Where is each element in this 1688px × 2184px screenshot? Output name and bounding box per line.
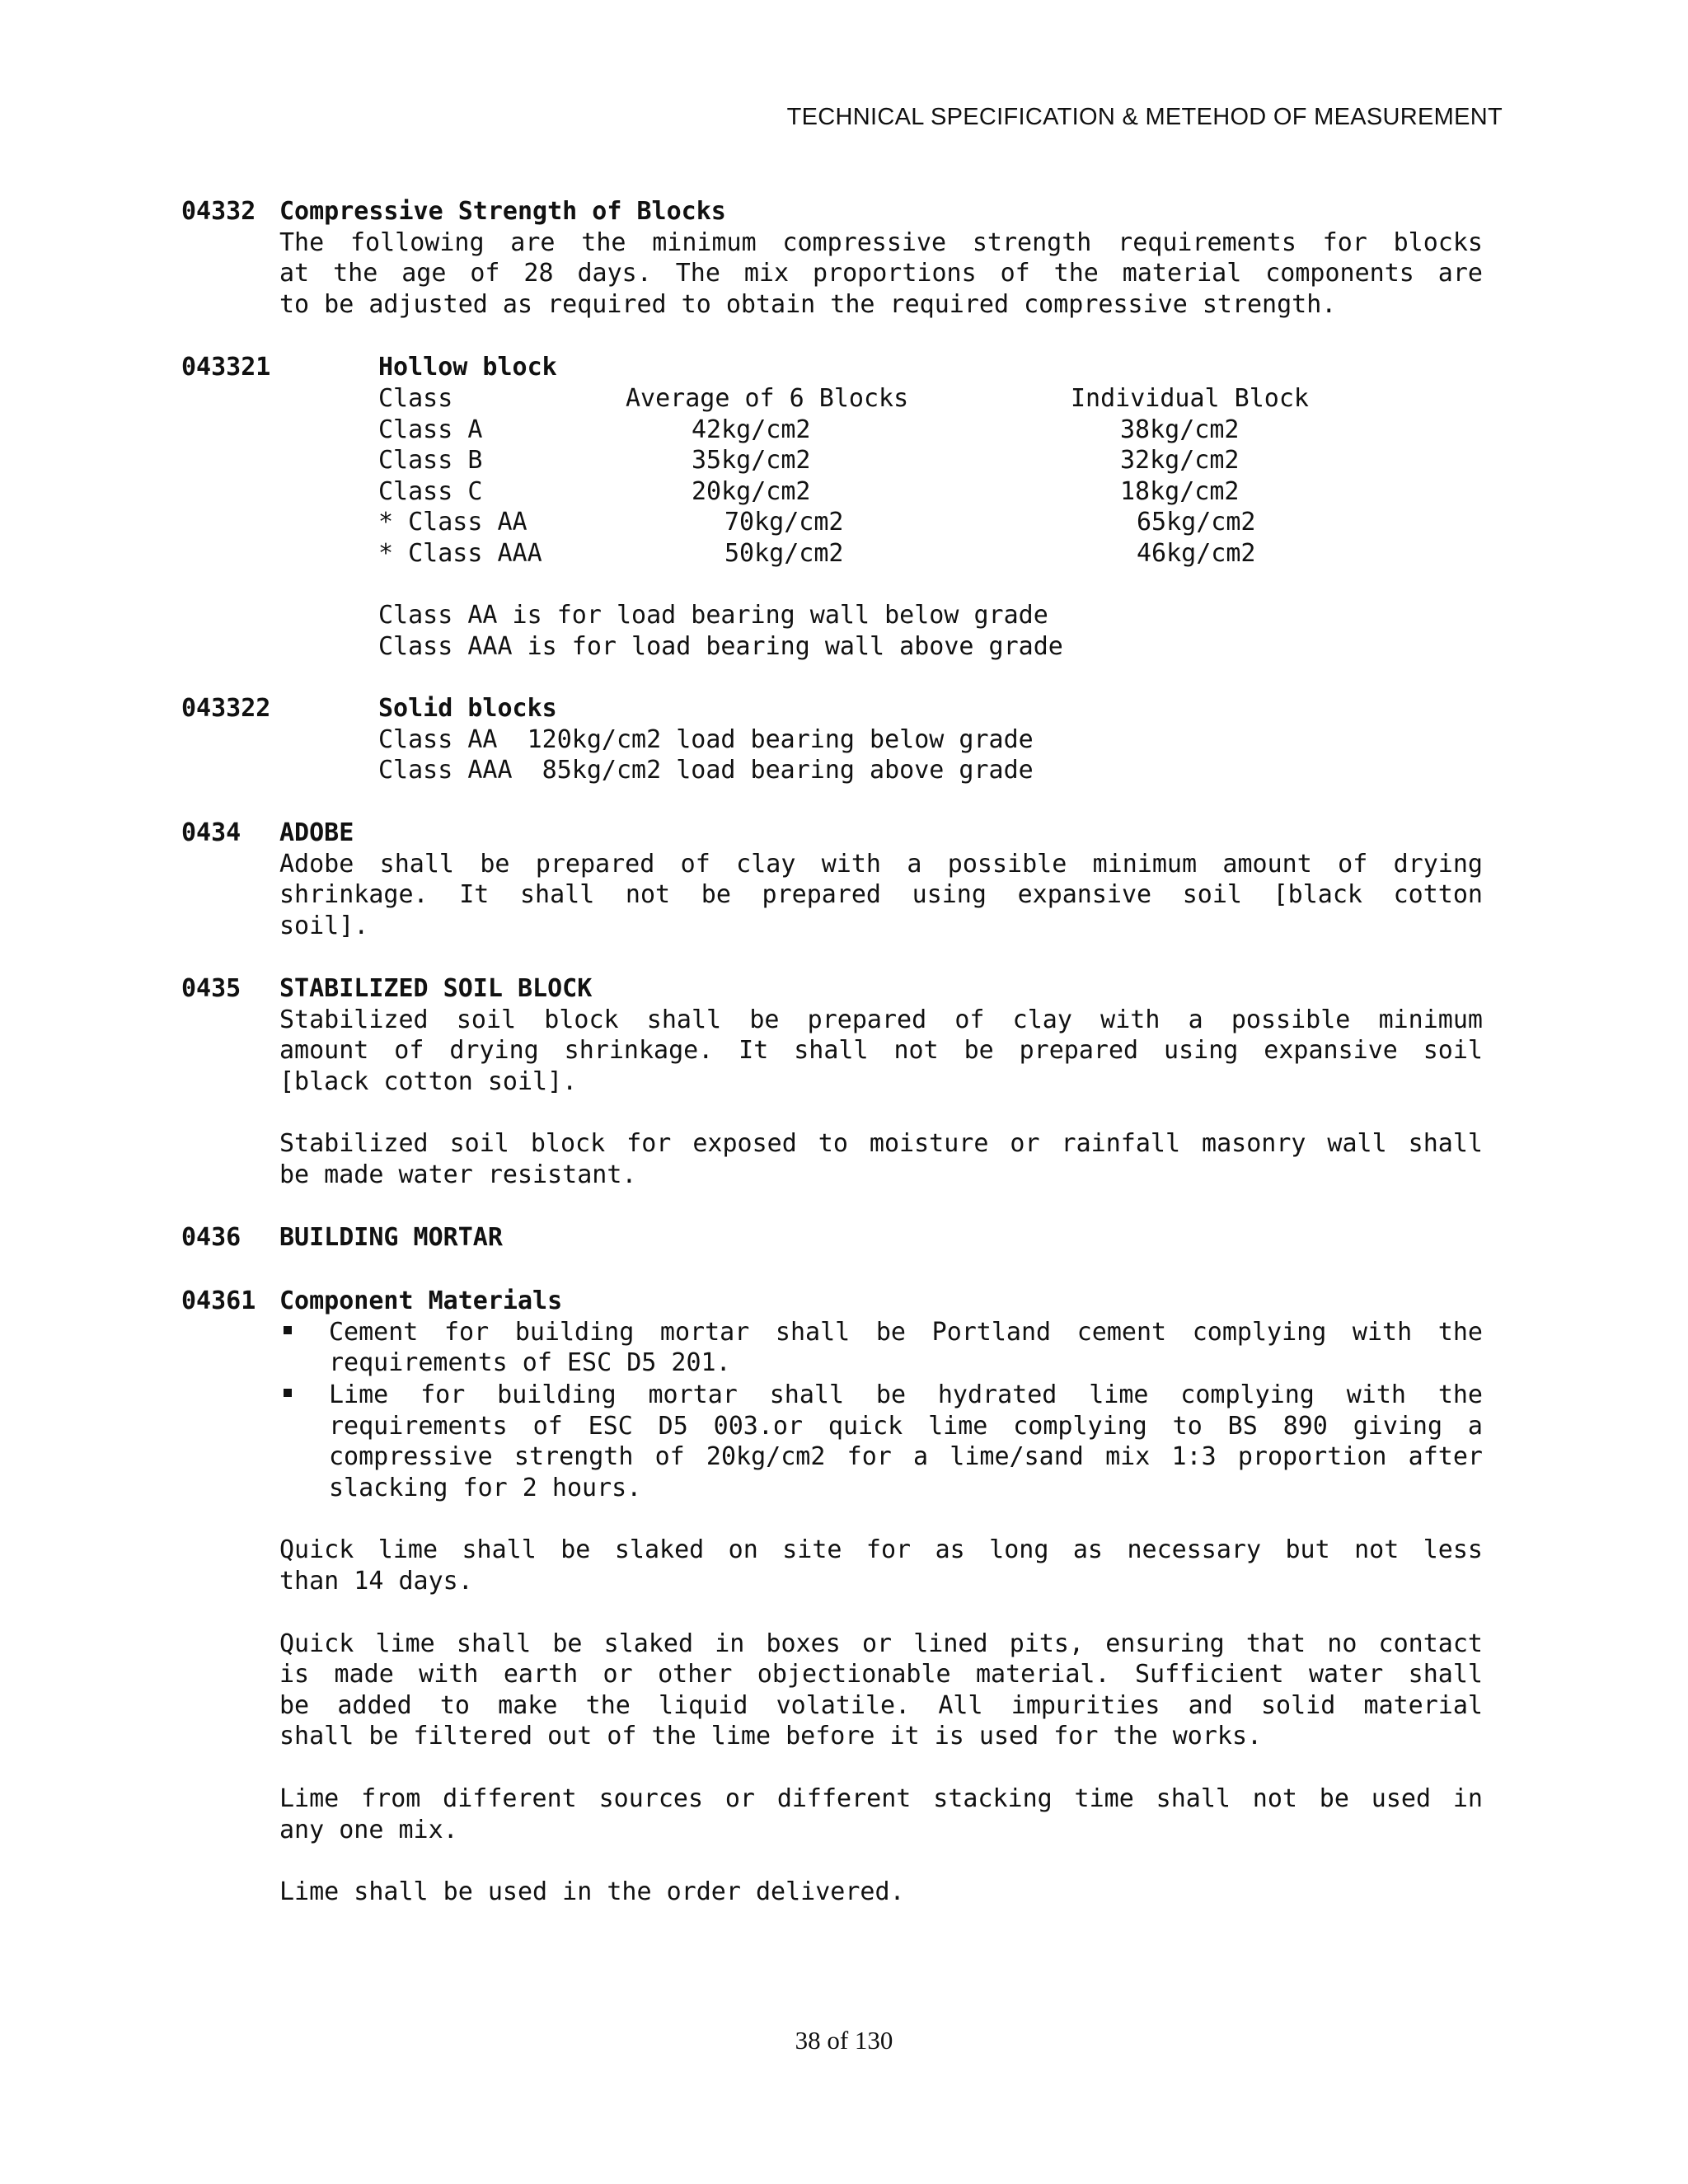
paragraph-line: than 14 days. [279, 1567, 473, 1596]
paragraph-line: Quick lime shall be slaked on site for as long as necessary but not less [279, 1535, 1483, 1564]
section-number: 0436 [181, 1223, 241, 1252]
table-header-individual: Individual Block [1071, 384, 1309, 413]
note-line: Class AA is for load bearing wall below grade [378, 601, 1048, 630]
paragraph-line: soil]. [279, 912, 369, 940]
paragraph-line: Stabilized soil block for exposed to moisture or rainfall masonry wall shall [279, 1129, 1483, 1158]
section-number: 0435 [181, 974, 241, 1003]
table-cell: * Class AA [378, 508, 528, 537]
bullet-line: requirements of ESC D5 003.or quick lime complying to BS 890 giving a [329, 1412, 1483, 1441]
paragraph-line: Lime from different sources or different stacking time shall not be used in [279, 1784, 1483, 1813]
paragraph-line: The following are the minimum compressive strength requirements for blocks [279, 228, 1483, 257]
table-cell: 38kg/cm2 [1120, 415, 1240, 444]
section-title: STABILIZED SOIL BLOCK [279, 974, 593, 1003]
paragraph-line: Adobe shall be prepared of clay with a possible minimum amount of drying [279, 850, 1483, 879]
paragraph-line: be added to make the liquid volatile. All impurities and solid material [279, 1691, 1483, 1720]
table-cell: Class A [378, 415, 483, 444]
paragraph-line: shrinkage. It shall not be prepared using expansive soil [black cotton [279, 880, 1483, 909]
section-number: 043321 [181, 353, 271, 382]
paragraph-line: Quick lime shall be slaked in boxes or lined pits, ensuring that no contact [279, 1629, 1483, 1658]
section-title: Component Materials [279, 1286, 563, 1315]
section-number: 043322 [181, 694, 271, 723]
paragraph-line: any one mix. [279, 1816, 458, 1844]
table-header-average: Average of 6 Blocks [626, 384, 909, 413]
bullet-line: Lime for building mortar shall be hydrated lime complying with the [329, 1380, 1483, 1409]
paragraph-line: amount of drying shrinkage. It shall not be prepared using expansive soil [279, 1036, 1483, 1065]
table-cell: Class B [378, 446, 483, 475]
table-header-class: Class [378, 384, 453, 413]
paragraph-line: Stabilized soil block shall be prepared of clay with a possible minimum [279, 1005, 1483, 1034]
section-title: BUILDING MORTAR [279, 1223, 503, 1252]
page-header: TECHNICAL SPECIFICATION & METEHOD OF MEASUREMENT [786, 104, 1503, 130]
paragraph-line: Class AAA 85kg/cm2 load bearing above grade [378, 756, 1034, 785]
paragraph-line: Class AA 120kg/cm2 load bearing below grade [378, 725, 1034, 754]
paragraph-line: be made water resistant. [279, 1160, 637, 1189]
table-cell: 18kg/cm2 [1120, 477, 1240, 506]
bullet-line: slacking for 2 hours. [329, 1474, 642, 1502]
section-title: Solid blocks [378, 694, 557, 723]
table-cell: 42kg/cm2 [692, 415, 811, 444]
paragraph-line: to be adjusted as required to obtain the required compressive strength. [279, 290, 1337, 319]
section-title: Hollow block [378, 353, 557, 382]
bullet-line: requirements of ESC D5 201. [329, 1348, 731, 1377]
bullet-icon [284, 1389, 292, 1397]
bullet-line: compressive strength of 20kg/cm2 for a lime/sand mix 1:3 proportion after [329, 1442, 1483, 1471]
paragraph-line: Lime shall be used in the order delivered. [279, 1877, 905, 1906]
table-cell: Class C [378, 477, 483, 506]
paragraph-line: at the age of 28 days. The mix proportions of the material components are [279, 259, 1483, 288]
table-cell: 50kg/cm2 [724, 539, 844, 568]
section-title: Compressive Strength of Blocks [279, 197, 726, 226]
paragraph-line: shall be filtered out of the lime before it is used for the works. [279, 1722, 1263, 1750]
paragraph-line: [black cotton soil]. [279, 1067, 578, 1096]
bullet-icon [284, 1326, 292, 1334]
paragraph-line: is made with earth or other objectionable material. Sufficient water shall [279, 1660, 1483, 1689]
table-cell: 65kg/cm2 [1137, 508, 1256, 537]
section-title: ADOBE [279, 818, 354, 847]
section-number: 04361 [181, 1286, 256, 1315]
bullet-line: Cement for building mortar shall be Portland cement complying with the [329, 1318, 1483, 1347]
table-cell: * Class AAA [378, 539, 542, 568]
section-number: 04332 [181, 197, 256, 226]
table-cell: 32kg/cm2 [1120, 446, 1240, 475]
table-cell: 20kg/cm2 [692, 477, 811, 506]
table-cell: 35kg/cm2 [692, 446, 811, 475]
page-number: 38 of 130 [795, 2026, 893, 2055]
table-cell: 46kg/cm2 [1137, 539, 1256, 568]
table-cell: 70kg/cm2 [724, 508, 844, 537]
section-number: 0434 [181, 818, 241, 847]
note-line: Class AAA is for load bearing wall above grade [378, 632, 1063, 661]
